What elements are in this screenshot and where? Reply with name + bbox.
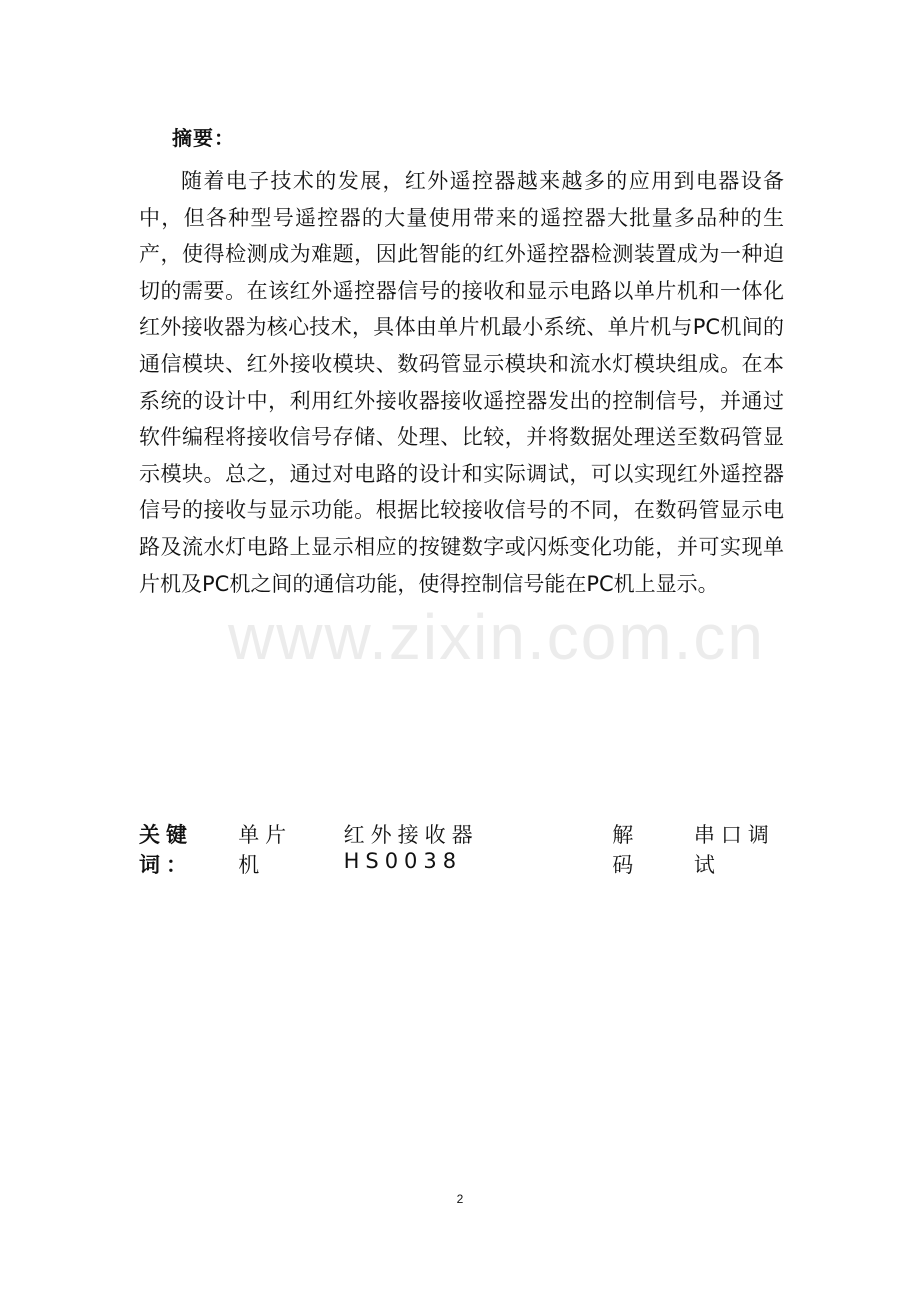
keywords-line [139, 819, 789, 879]
keyword-item: 串口调试 [693, 823, 775, 877]
watermark: www.zixin.com.cn [228, 601, 765, 673]
keyword-item: 单片机 [238, 823, 293, 877]
keywords-label: 关键词： [139, 823, 193, 877]
keyword-item: 红外接收器 HS0038 [343, 823, 479, 873]
abstract-heading: 摘要： [172, 126, 235, 150]
abstract-body: 随着电子技术的发展，红外遥控器越来越多的应用到电器设备中，但各种型号遥控器的大量使用带来的遥控器大批量多品种的生产，使得检测成为难题，因此智能的红外遥控器检测装置成为一种迫切的需要。在该红外遥控器信号的接收和显示电路以单片机和一体化红外接收器为核心技术，具体由单片机最小系统、单片机与PC机间的通信模块、红外接收模块、数码管显示模块和流水灯模块组成。在本系统的设计中，利用红外接收器接收遥控器发出的控制信号，并通过软件编程将接收信号存储、处理、比较，并将数据处理送至数码管显示模块。总之，通过对电路的设计和实际调试，可以实现红外遥控器信号的接收与显示功能。根据比较接收信号的不同，在数码管显示电路及流水灯电路上显示相应的按键数字或闪烁变化功能，并可实现单片机及PC机之间的通信功能，使得控制信号能在PC机上显示。 [139, 169, 784, 596]
page-number: 2 [456, 1192, 464, 1206]
keyword-item: 解码 [612, 823, 640, 877]
